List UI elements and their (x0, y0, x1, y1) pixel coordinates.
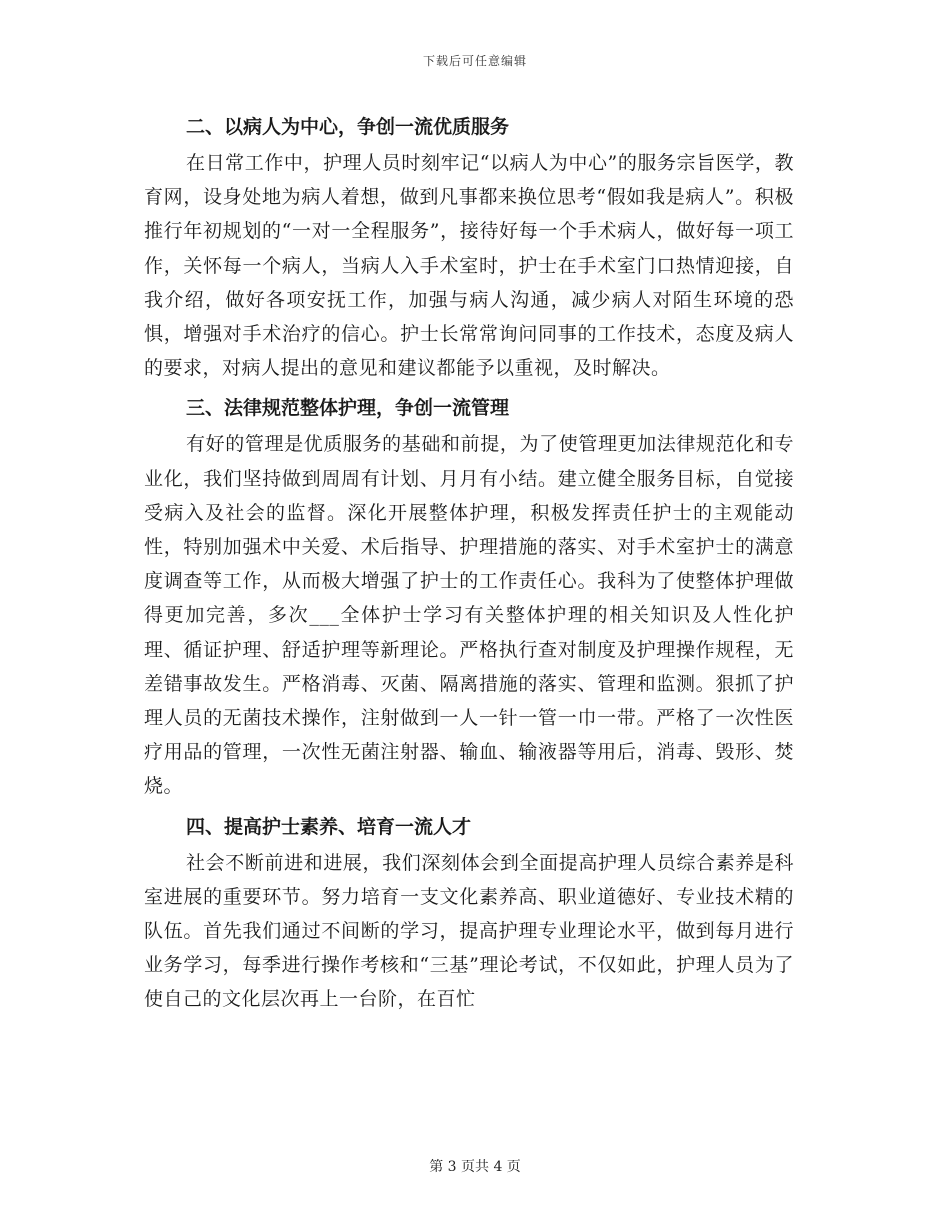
page-header-note: 下载后可任意编辑 (422, 54, 527, 68)
page-number: 第 3 页共 4 页 (429, 1159, 521, 1175)
section-body-3: 有好的管理是优质服务的基础和前提，为了使管理更加法律规范化和专业化，我们坚持做到周周有计划、月月有小结。建立健全服务目标，自觉接受病入及社会的监督。深化开展整体护理，积极发挥责任护士的主观能动性，特别加强术中关爱、术后指导、护理措施的落实、对手术室护士的满意度调查等工作，从而极大增强了护士的工作责任心。我科为了使整体护理做得更加完善，多次___全体护士学习有关整体护理的相关知识及人性化护理、循证护理、舒适护理等新理论。严格执行查对制度及护理操作规程，无差错事故发生。严格消毒、灭菌、隔离措施的落实、管理和监测。狠抓了护理人员的无菌技术操作，注射做到一人一针一管一巾一带。严格了一次性医疗用品的管理，一次性无菌注射器、输血、输液器等用后，消毒、毁形、焚烧。 (144, 433, 794, 798)
section-body-2: 在日常工作中，护理人员时刻牢记“以病人为中心”的服务宗旨医学，教育网，设身处地为病人着想，做到凡事都来换位思考“假如我是病人”。积极推行年初规划的“一对一全程服务”，接待好每一个手术病人，做好每一项工作，关怀每一个病人，当病人入手术室时，护士在手术室门口热情迎接，自我介绍，做好各项安抚工作，加强与病人沟通，减少病人对陌生环境的恐惧，增强对手术治疗的信心。护士长常常询问同事的工作技术，态度及病人的要求，对病人提出的意见和建议都能予以重视，及时解决。 (144, 152, 794, 380)
section-heading-2: 二、以病人为中心，争创一流优质服务 (186, 116, 510, 138)
section-heading-4: 四、提高护士素养、培育一流人才 (186, 815, 472, 838)
document-body (144, 108, 794, 1021)
section-heading-3: 三、法律规范整体护理，争创一流管理 (186, 397, 510, 420)
section-body-4: 社会不断前进和进展，我们深刻体会到全面提高护理人员综合素养是科室进展的重要环节。努力培育一支文化素养高、职业道德好、专业技术精的队伍。首先我们通过不间断的学习，提高护理专业理论水平，做到每月进行业务学习，每季进行操作考核和“三基”理论考试，不仅如此，护理人员为了使自己的文化层次再上一台阶，在百忙 (144, 851, 794, 1011)
